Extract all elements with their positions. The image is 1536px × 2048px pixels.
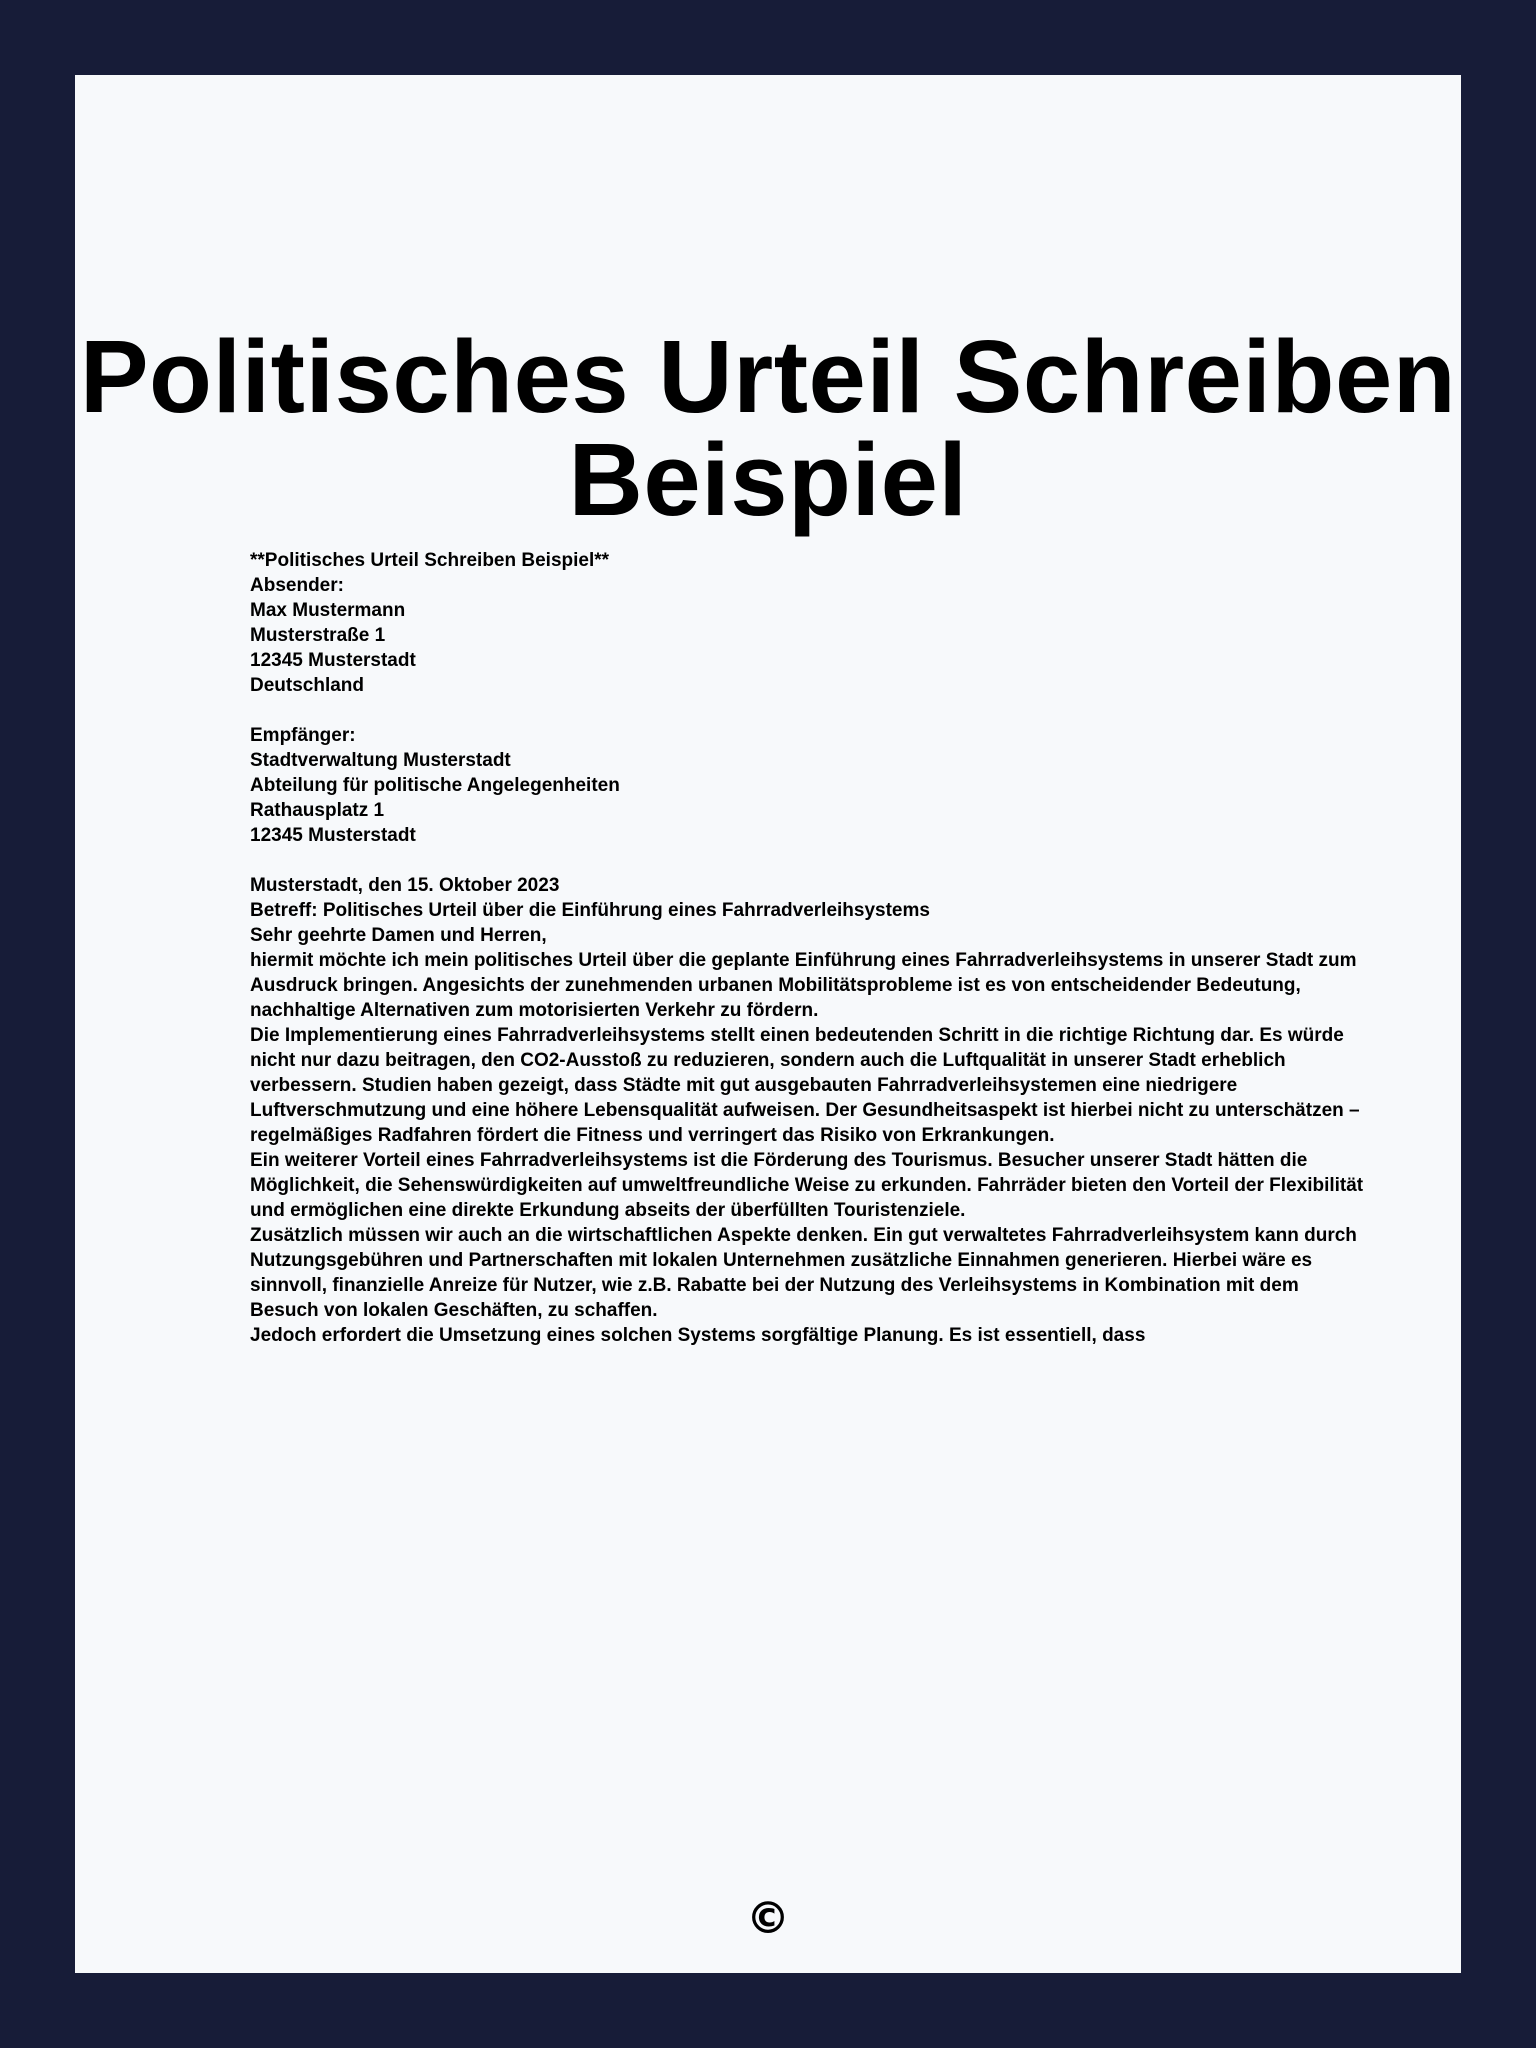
heading-line: **Politisches Urteil Schreiben Beispiel** bbox=[250, 550, 610, 571]
sender-block bbox=[250, 573, 1370, 698]
document-page bbox=[75, 75, 1461, 1973]
letter-body bbox=[250, 548, 1370, 1348]
sender-name: Max Mustermann bbox=[250, 600, 406, 621]
salutation: Sehr geehrte Damen und Herren, bbox=[250, 925, 547, 946]
sender-label: Absender: bbox=[250, 575, 344, 596]
subject-line: Betreff: Politisches Urteil über die Einführung eines Fahrradverleihsystems bbox=[250, 900, 930, 921]
recipient-street: Rathausplatz 1 bbox=[250, 800, 385, 821]
body-paragraph: Ein weiterer Vorteil eines Fahrradverleihsystems ist die Förderung des Tourismus. Besucher unserer Stadt hätten die Möglichkeit, die Sehenswürdigkeiten auf umweltfreundliche Weise zu erkunden. Fahrräder bieten den Vorteil der Flexibilität und ermöglichen eine direkte Erkundung abseits der überfüllten Touristenziele. bbox=[250, 1150, 1364, 1221]
recipient-block bbox=[250, 723, 1370, 848]
body-paragraph: Die Implementierung eines Fahrradverleihsystems stellt einen bedeutenden Schritt in die richtige Richtung dar. Es würde nicht nur dazu beitragen, den CO2-Ausstoß zu reduzieren, sondern auch die Luftqualität in unserer Stadt erheblich verbessern. Studien haben gezeigt, dass Städte mit gut ausgebauten Fahrradverleihsystemen eine niedrigere Luftverschmutzung und eine höhere Lebensqualität aufweisen. Der Gesundheitsaspekt ist hierbei nicht zu unterschätzen – regelmäßiges Radfahren fördert die Fitness und verringert das Risiko von Erkrankungen. bbox=[250, 1025, 1360, 1146]
copyright-icon: © bbox=[746, 1893, 790, 1944]
recipient-city: 12345 Musterstadt bbox=[250, 825, 416, 846]
date-line: Musterstadt, den 15. Oktober 2023 bbox=[250, 875, 560, 896]
recipient-organization: Stadtverwaltung Musterstadt bbox=[250, 750, 511, 771]
body-paragraph: Zusätzlich müssen wir auch an die wirtschaftlichen Aspekte denken. Ein gut verwaltetes Fahrradverleihsystem kann durch Nutzungsgebühren und Partnerschaften mit lokalen Unternehmen zusätzliche Einnahmen generieren. Hierbei wäre es sinnvoll, finanzielle Anreize für Nutzer, wie z.B. Rabatte bei der Nutzung des Verleihsystems in Kombination mit dem Besuch von lokalen Geschäften, zu schaffen. bbox=[250, 1225, 1357, 1321]
page-title: Politisches Urteil Schreiben Beispiel bbox=[79, 319, 1457, 537]
recipient-label: Empfänger: bbox=[250, 725, 356, 746]
sender-country: Deutschland bbox=[250, 675, 365, 696]
body-paragraph: hiermit möchte ich mein politisches Urteil über die geplante Einführung eines Fahrradverleihsystems in unserer Stadt zum Ausdruck bringen. Angesichts der zunehmenden urbanen Mobilitätsprobleme ist es von entscheidender Bedeutung, nachhaltige Alternativen zum motorisierten Verkehr zu fördern. bbox=[250, 950, 1357, 1021]
recipient-department: Abteilung für politische Angelegenheiten bbox=[250, 775, 620, 796]
sender-street: Musterstraße 1 bbox=[250, 625, 386, 646]
sender-city: 12345 Musterstadt bbox=[250, 650, 416, 671]
body-paragraph: Jedoch erfordert die Umsetzung eines solchen Systems sorgfältige Planung. Es ist essentiell, dass bbox=[250, 1325, 1146, 1346]
